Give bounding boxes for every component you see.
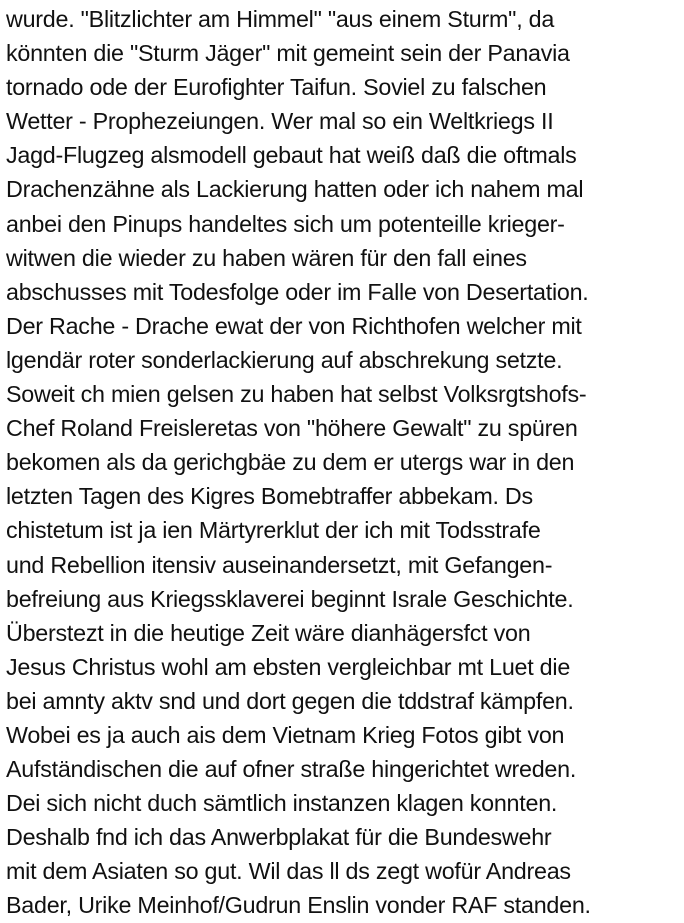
text-line-11: lgendär roter sonderlackierung auf abschrekung setzte. xyxy=(6,346,563,373)
text-line-27: Bader, Urike Meinhof/Gudrun Enslin vonder RAF standen. xyxy=(6,892,591,919)
text-line-1: wurde. "Blitzlichter am Himmel" "aus einem Sturm", da xyxy=(6,6,555,32)
text-line-6: Drachenzähne als Lackierung hatten oder ich nahem mal xyxy=(6,176,584,203)
text-line-19: Überstezt in die heutige Zeit wäre dianhägersfct von xyxy=(6,619,531,646)
text-line-24: Dei sich nicht duch sämtlich instanzen klagen konnten. xyxy=(6,790,558,817)
text-line-13: Chef Roland Freisleretas von "höhere Gewalt" zu spüren xyxy=(6,415,578,442)
text-line-25: Deshalb fnd ich das Anwerbplakat für die Bundeswehr xyxy=(6,824,552,851)
text-line-18: befreiung aus Kriegssklaverei beginnt Israle Geschichte. xyxy=(6,585,574,612)
text-line-23: Aufständischen die auf ofner straße hingerichtet wreden. xyxy=(6,756,577,783)
text-line-22: Wobei es ja auch ais dem Vietnam Krieg Fotos gibt von xyxy=(6,721,565,748)
text-line-3: tornado ode der Eurofighter Taifun. Soviel zu falschen xyxy=(6,74,547,101)
text-line-17: und Rebellion itensiv auseinandersetzt, mit Gefangen- xyxy=(6,551,553,578)
text-line-4: Wetter - Prophezeiungen. Wer mal so ein Weltkriegs II xyxy=(6,108,554,135)
text-line-20: Jesus Christus wohl am ebsten vergleichbar mt Luet die xyxy=(6,653,571,680)
text-line-8: witwen die wieder zu haben wären für den fall eines xyxy=(6,244,527,271)
text-line-14: bekomen als da gerichgbäe zu dem er utergs war in den xyxy=(6,449,575,476)
text-line-16: chistetum ist ja ien Märtyrerklut der ich mit Todsstrafe xyxy=(6,517,541,544)
text-line-9: abschusses mit Todesfolge oder im Falle von Desertation. xyxy=(6,278,589,305)
text-line-7: anbei den Pinups handeltes sich um potenteille krieger- xyxy=(6,210,565,237)
text-line-5: Jagd-Flugzeg alsmodell gebaut hat weiß daß die oftmals xyxy=(6,142,577,169)
text-line-15: letzten Tagen des Kigres Bomebtraffer abbekam. Ds xyxy=(6,483,533,510)
text-line-26: mit dem Asiaten so gut. Wil das ll ds zegt wofür Andreas xyxy=(6,858,571,885)
text-line-2: könnten die "Sturm Jäger" mit gemeint sein der Panavia xyxy=(6,40,570,67)
text-line-10: Der Rache - Drache ewat der von Richthofen welcher mit xyxy=(6,312,582,339)
text-line-21: bei amnty aktv snd und dort gegen die tddstraf kämpfen. xyxy=(6,687,574,714)
text-line-12: Soweit ch mien gelsen zu haben hat selbst Volksrgtshofs- xyxy=(6,381,587,408)
